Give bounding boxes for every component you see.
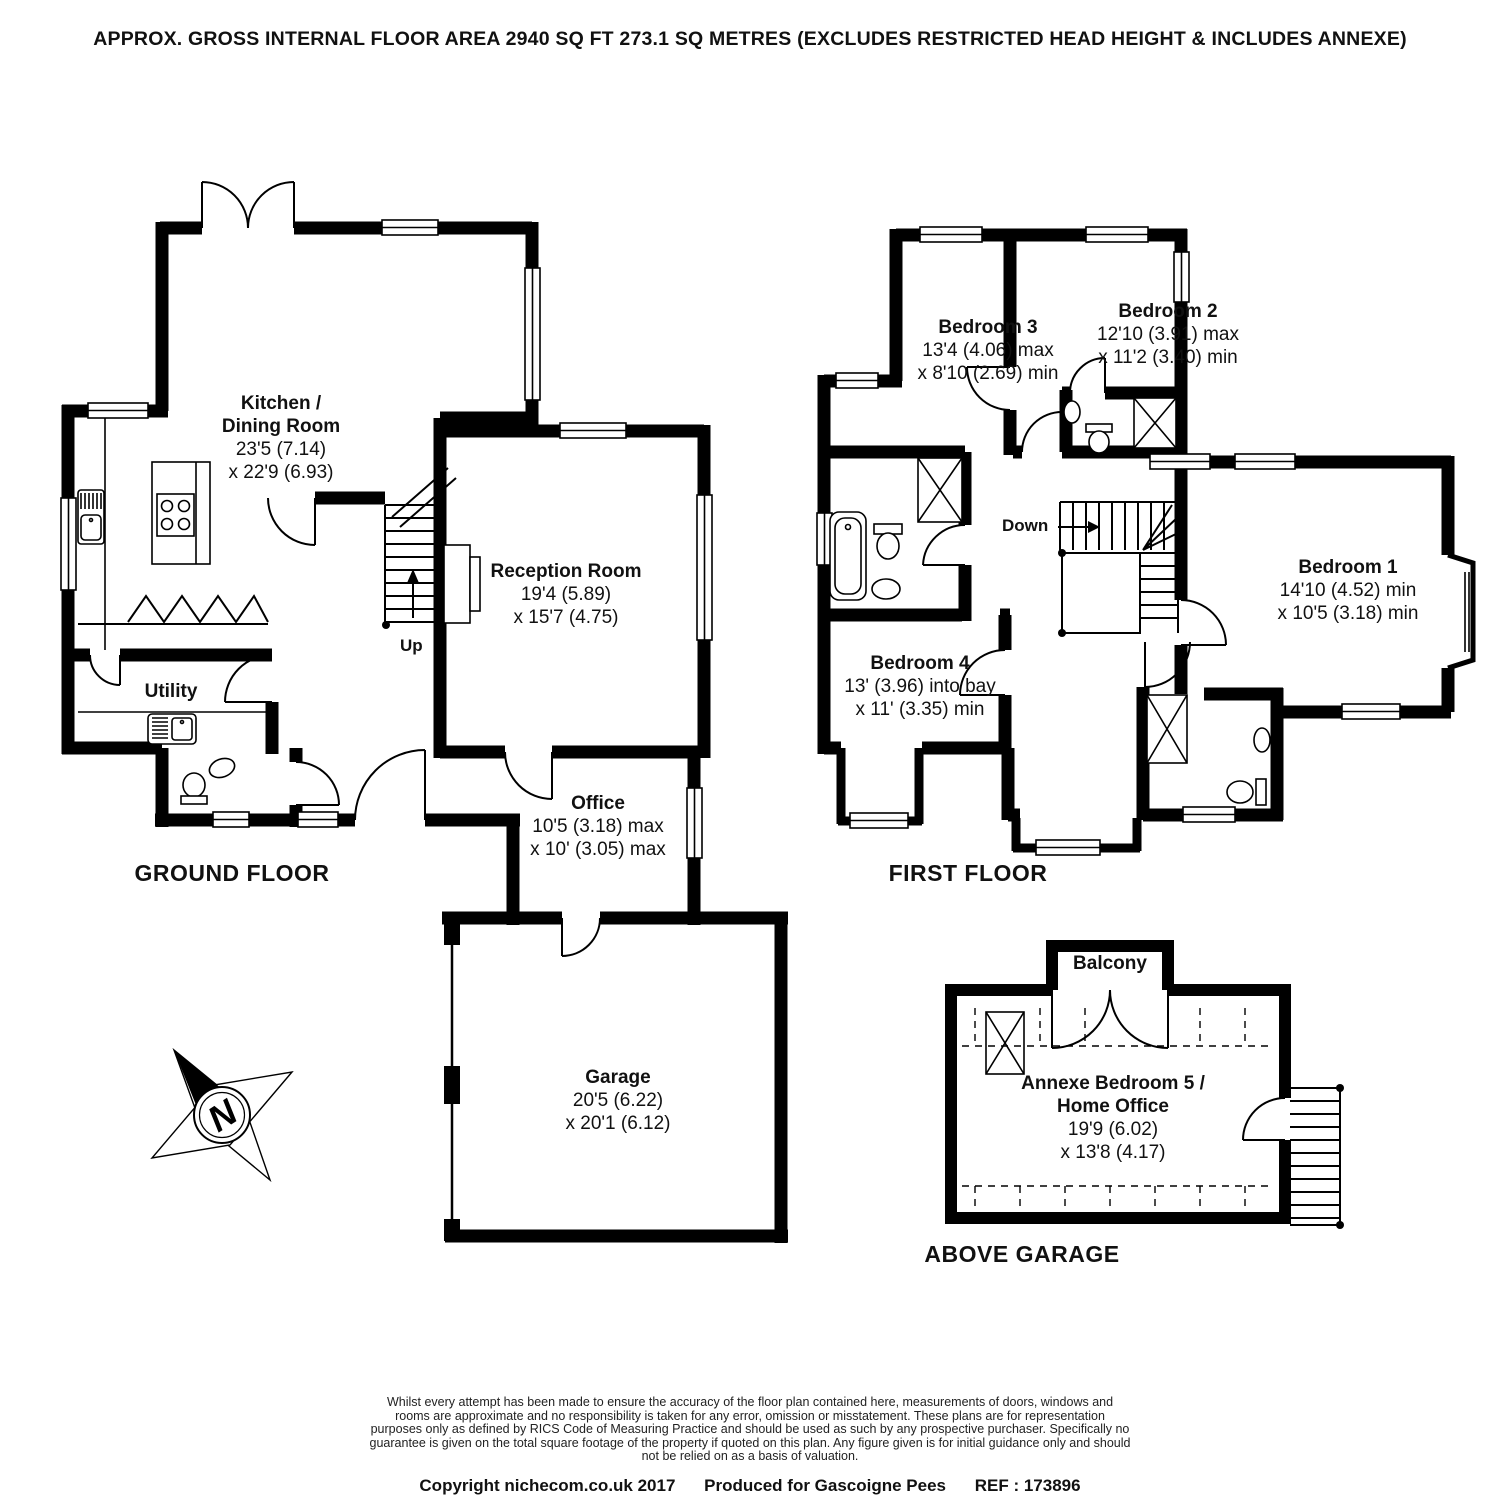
room-dimensions: x 10' (3.05) max bbox=[530, 839, 666, 860]
room-name: Home Office bbox=[1057, 1096, 1169, 1117]
room-name: Bedroom 3 bbox=[938, 317, 1038, 338]
skylight-window bbox=[986, 1012, 1024, 1074]
bedroom4-label bbox=[844, 652, 996, 721]
garage-label bbox=[565, 1066, 670, 1135]
disclaimer-line: guarantee is given on the total square footage of the property if quoted on this plan. Any figure given is for initial guidance only and should bbox=[369, 1435, 1131, 1450]
room-dimensions: 13'4 (4.06) max bbox=[922, 340, 1054, 361]
room-name: Kitchen / bbox=[240, 393, 322, 414]
room-name: Reception Room bbox=[490, 561, 642, 582]
room-dimensions: x 11'2 (3.40) min bbox=[1098, 347, 1238, 368]
disclaimer bbox=[0, 1396, 1500, 1464]
room-dimensions: 13' (3.96) into bay bbox=[844, 676, 996, 697]
copyright-text: Copyright nichecom.co.uk 2017 bbox=[419, 1476, 676, 1495]
ground-floor-plan bbox=[61, 182, 788, 1243]
family-bathroom-fixtures bbox=[830, 458, 962, 600]
kitchen-sink bbox=[78, 418, 105, 650]
utility-label bbox=[145, 680, 198, 703]
room-dimensions: 10'5 (3.18) max bbox=[532, 816, 664, 837]
ground-floor-title: GROUND FLOOR bbox=[134, 860, 330, 886]
cloakroom-fixtures bbox=[181, 755, 237, 804]
utility-sink bbox=[78, 712, 268, 744]
bedroom1-label bbox=[1278, 556, 1419, 625]
room-dimensions: 19'9 (6.02) bbox=[1067, 1119, 1159, 1140]
stairs-up-label: Up bbox=[400, 636, 423, 655]
balcony-label bbox=[1073, 952, 1147, 975]
kitchen-dining-label bbox=[222, 392, 340, 484]
bay-and-porch-walls bbox=[838, 748, 1140, 851]
garage-door-wall bbox=[444, 918, 460, 1241]
room-name: Annexe Bedroom 5 / bbox=[1021, 1073, 1205, 1094]
bedroom2-label bbox=[1097, 300, 1239, 369]
room-name: Balcony bbox=[1073, 953, 1147, 974]
reference-number: REF : 173896 bbox=[974, 1476, 1081, 1495]
page-title: APPROX. GROSS INTERNAL FLOOR AREA 2940 SQ FT 273.1 SQ METRES (EXCLUDES RESTRICTED HEAD HEIGHT & INCLUDES ANNEXE) bbox=[93, 28, 1407, 50]
room-dimensions: 14'10 (4.52) min bbox=[1279, 580, 1417, 601]
room-name: Bedroom 2 bbox=[1118, 301, 1218, 322]
room-name: Utility bbox=[144, 681, 198, 702]
room-dimensions: 19'4 (5.89) bbox=[520, 584, 612, 605]
disclaimer-line: rooms are approximate and no responsibility is taken for any error, omission or misstatement. These plans are for representation bbox=[395, 1408, 1105, 1423]
disclaimer-line: purposes only as defined by RICS Code of Measuring Practice and should be used as such by any prospective purchaser. Specifically no bbox=[370, 1422, 1130, 1436]
annexe-entry-door bbox=[1243, 1098, 1285, 1140]
room-name: Bedroom 1 bbox=[1298, 557, 1398, 578]
room-name: Dining Room bbox=[221, 416, 341, 437]
bedroom1-bay-window bbox=[1448, 555, 1473, 668]
room-name: Bedroom 4 bbox=[870, 653, 970, 674]
room-dimensions: 12'10 (3.91) max bbox=[1097, 324, 1239, 345]
compass-north-label: N bbox=[200, 1091, 245, 1140]
disclaimer-line: Whilst every attempt has been made to ensure the accuracy of the floor plan contained here, measurements of doors, windows and bbox=[386, 1395, 1114, 1409]
room-dimensions: x 11' (3.35) min bbox=[855, 699, 985, 720]
radiator-zigzag bbox=[78, 596, 268, 624]
above-garage-title: ABOVE GARAGE bbox=[924, 1241, 1120, 1267]
room-dimensions: x 10'5 (3.18) min bbox=[1277, 603, 1419, 624]
room-dimensions: x 8'10 (2.69) min bbox=[917, 363, 1059, 384]
staircase-down bbox=[1058, 502, 1178, 637]
room-dimensions: 20'5 (6.22) bbox=[572, 1090, 664, 1111]
bedroom3-label bbox=[918, 316, 1059, 385]
room-dimensions: x 15'7 (4.75) bbox=[513, 607, 619, 628]
first-floor-title: FIRST FLOOR bbox=[888, 860, 1048, 886]
room-dimensions: x 20'1 (6.12) bbox=[565, 1113, 671, 1134]
balcony-doors bbox=[1052, 990, 1168, 1048]
room-name: Garage bbox=[585, 1067, 651, 1088]
kitchen-island bbox=[152, 462, 210, 564]
bedroom1-ensuite-fixtures bbox=[1147, 695, 1270, 805]
produced-for-text: Produced for Gascoigne Pees bbox=[704, 1476, 947, 1495]
room-dimensions: x 13'8 (4.17) bbox=[1060, 1142, 1166, 1163]
room-name: Office bbox=[571, 793, 625, 814]
reception-room-label bbox=[491, 560, 642, 629]
copyright-line bbox=[0, 1476, 1500, 1496]
external-staircase bbox=[1290, 1084, 1344, 1229]
disclaimer-line: not be relied on as a basis of valuation. bbox=[641, 1449, 859, 1463]
bedroom2-ensuite-fixtures bbox=[1064, 398, 1176, 453]
room-dimensions: x 22'9 (6.93) bbox=[228, 462, 334, 483]
office-label bbox=[530, 792, 666, 861]
compass-north-icon bbox=[152, 1050, 292, 1180]
stairs-down-label: Down bbox=[1002, 516, 1049, 535]
annexe-label bbox=[1021, 1072, 1205, 1164]
fireplace bbox=[444, 545, 480, 623]
room-dimensions: 23'5 (7.14) bbox=[235, 439, 327, 460]
